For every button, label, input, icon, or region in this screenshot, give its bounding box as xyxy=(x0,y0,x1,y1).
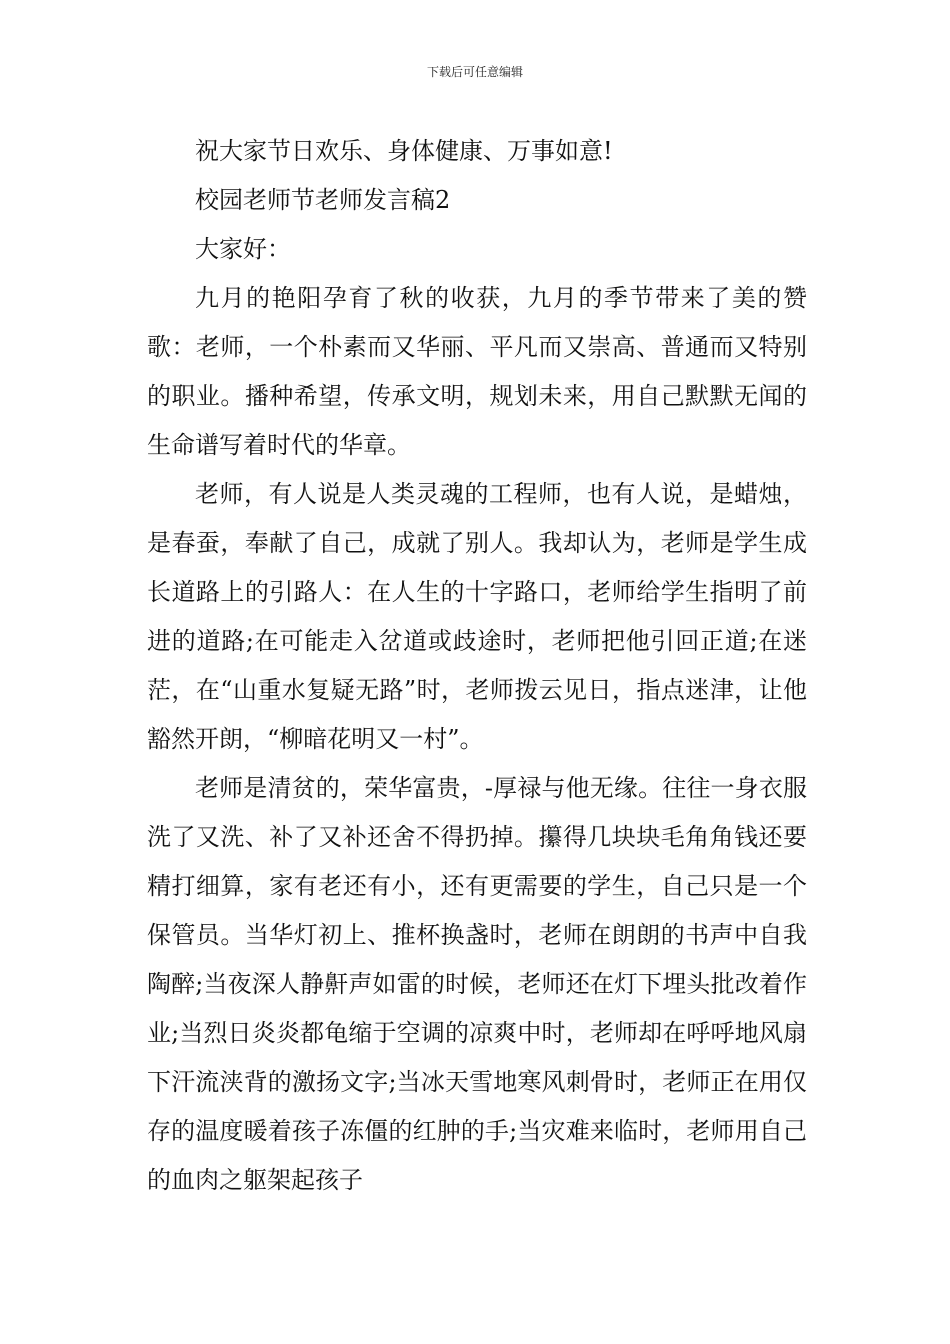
paragraph-salutation: 大家好： xyxy=(195,235,291,263)
paragraph-teacher-guide: 老师，有人说是人类灵魂的工程师，也有人说，是蜡烛，是春蚕，奉献了自己，成就了别人。我却认为，老师是学生成长道路上的引路人：在人生的十字路口，老师给学生指明了前进的道路;在可能走入岔道或歧途时，老师把他引回正道;在迷茫，在“山重水复疑无路”时，老师拨云见日，指点迷津，让他豁然开朗，“柳暗花明又一村”。 xyxy=(147,480,807,753)
paragraph-greeting-wish: 祝大家节日欢乐、身体健康、万事如意! xyxy=(195,137,613,165)
page-header: 下载后可任意编辑 xyxy=(426,65,523,79)
paragraph-section-title: 校园老师节老师发言稿2 xyxy=(195,186,451,214)
paragraph-september: 九月的艳阳孕育了秋的收获，九月的季节带来了美的赞歌：老师，一个朴素而又华丽、平凡而又崇高、普通而又特别的职业。播种希望，传承文明，规划未来，用自己默默无闻的生命谱写着时代的华章。 xyxy=(147,284,807,459)
document-body xyxy=(147,127,807,1205)
paragraph-teacher-poor: 老师是清贫的，荣华富贵，-厚禄与他无缘。往往一身衣服洗了又洗、补了又补还舍不得扔掉。攥得几块块毛角角钱还要精打细算，家有老还有小，还有更需要的学生，自己只是一个保管员。当华灯初上、推杯换盏时，老师在朗朗的书声中自我陶醉;当夜深人静鼾声如雷的时候，老师还在灯下埋头批改着作业;当烈日炎炎都龟缩于空调的凉爽中时，老师却在呼呼地风扇下汗流浃背的激扬文字;当冰天雪地寒风刺骨时，老师正在用仅存的温度暖着孩子冻僵的红肿的手;当灾难来临时，老师用自己的血肉之躯架起孩子 xyxy=(147,774,807,1194)
